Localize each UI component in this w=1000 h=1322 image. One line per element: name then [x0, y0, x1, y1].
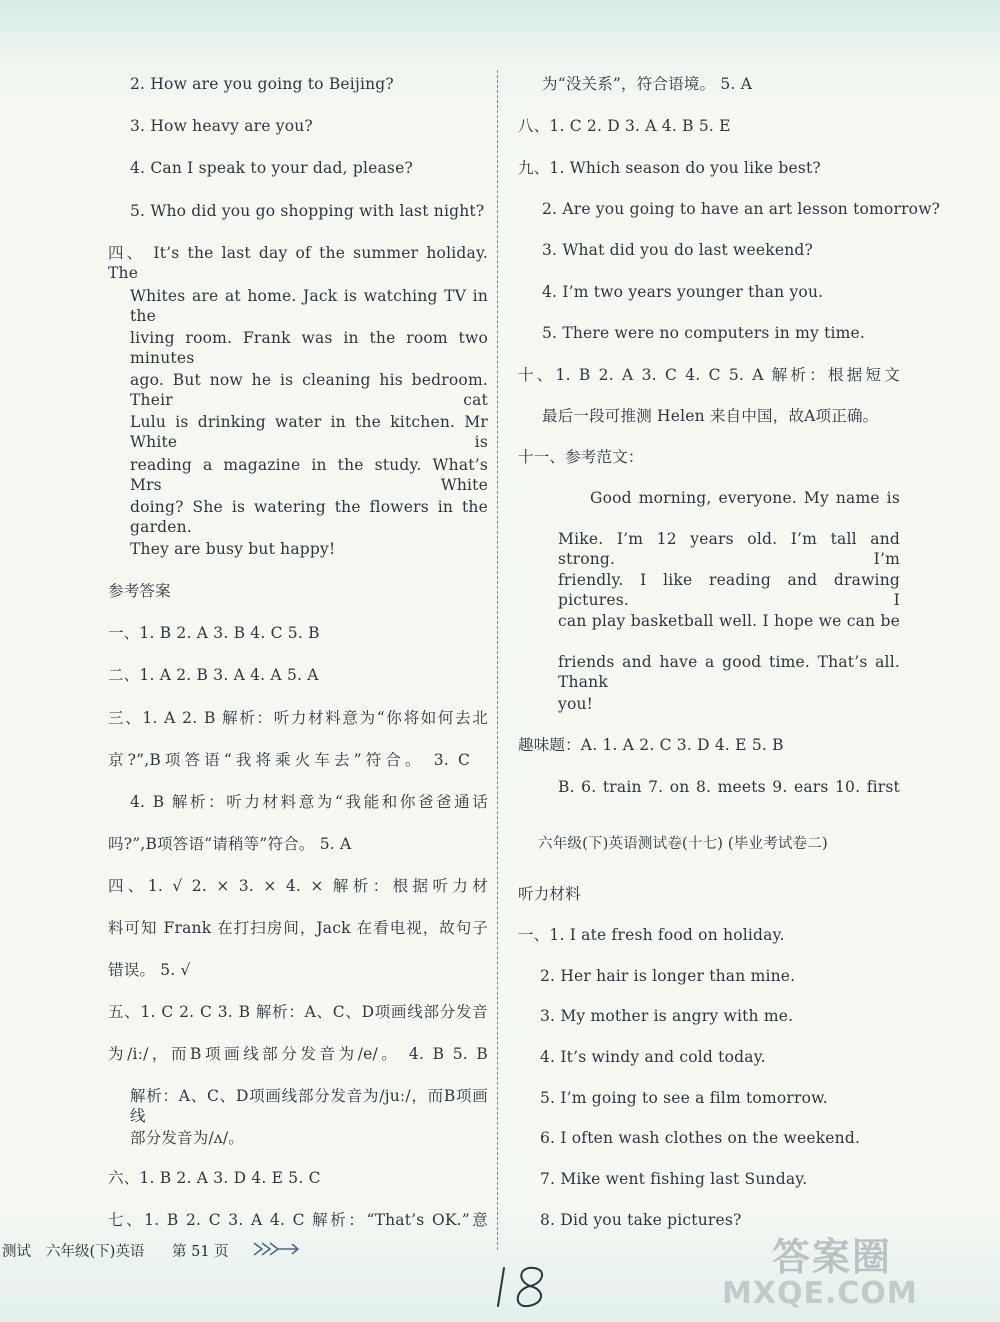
script-line-4: 4. It’s windy and cold today. [540, 1048, 766, 1066]
answer-section-2: 二、1. A 2. B 3. A 4. A 5. A [108, 666, 319, 684]
answer-section-5-line-1: 五、1. C 2. C 3. B 解析：A、C、D项画线部分发音 [108, 1003, 488, 1021]
answer-section-1: 一、1. B 2. A 3. B 4. C 5. B [108, 624, 320, 642]
passage-line-3: living room. Frank was in the room two minutes [130, 329, 488, 367]
answer-section-9-line-4: 4. I’m two years younger than you. [542, 283, 824, 301]
listening-line-3: 3. How heavy are you? [130, 117, 313, 135]
answer-section-9-line-2: 2. Are you going to have an art lesson tomorrow? [542, 200, 941, 218]
answer-section-3-line-2: 京?”,B项答语“我将乘火车去”符合。 3. C [108, 751, 470, 769]
passage-line-6: reading a magazine in the study. What’s Mrs White [130, 456, 488, 494]
passage-line-4: ago. But now he is cleaning his bedroom. Their cat [130, 371, 488, 409]
answer-section-5-line-2: 为/iː/，而B项画线部分发音为/e/。 4. B 5. B [108, 1045, 488, 1063]
answer-section-4-line-2: 料可知 Frank 在打扫房间，Jack 在看电视，故句子 [108, 919, 488, 937]
section-title: 六年级(下)英语测试卷(十七) (毕业考试卷二) [538, 836, 828, 852]
script-line-3: 3. My mother is angry with me. [540, 1007, 794, 1025]
answer-section-7: 七、1. B 2. C 3. A 4. C 解析：“That’s OK.”意 [108, 1211, 488, 1229]
fun-questions-line-2: B. 6. train 7. on 8. meets 9. ears 10. first [558, 778, 900, 796]
answer-section-9-line-1: 九、1. Which season do you like best? [518, 159, 821, 177]
answer-section-10-line-2: 最后一段可推测 Helen 来自中国，故A项正确。 [542, 407, 879, 425]
watermark-logo-text: 答案圈 [772, 1235, 893, 1279]
passage-line-2: Whites are at home. Jack is watching TV in the [130, 287, 488, 325]
answer-section-3-line-1: 三、1. A 2. B 解析：听力材料意为“你将如何去北 [108, 709, 488, 727]
listening-material-heading: 听力材料 [518, 885, 581, 903]
answer-section-6: 六、1. B 2. A 3. D 4. E 5. C [108, 1169, 321, 1187]
script-line-2: 2. Her hair is longer than mine. [540, 967, 796, 985]
answer-section-3-line-3: 4. B 解析：听力材料意为“我能和你爸爸通话 [130, 793, 488, 811]
script-line-7: 7. Mike went fishing last Sunday. [540, 1170, 808, 1188]
essay-line-3: friendly. I like reading and drawing pictures. I [558, 571, 900, 609]
passage-line-8: They are busy but happy! [130, 540, 336, 558]
answer-section-7-cont: 为“没关系”，符合语境。 5. A [542, 75, 753, 93]
answer-section-4-line-3: 错误。 5. √ [108, 961, 191, 979]
arrow-icon [252, 1239, 300, 1259]
passage-line-5: Lulu is drinking water in the kitchen. Mr White is [130, 413, 488, 451]
essay-line-5: friends and have a good time. That’s all. Thank [558, 653, 900, 691]
listening-line-2: 2. How are you going to Beijing? [130, 75, 394, 93]
answer-section-8: 八、1. C 2. D 3. A 4. B 5. E [518, 117, 731, 135]
essay-line-4: can play basketball well. I hope we can be [558, 612, 900, 630]
essay-line-6: you! [558, 695, 594, 713]
essay-line-2: Mike. I’m 12 years old. I’m tall and strong. I’m [558, 530, 900, 568]
essay-line-1: Good morning, everyone. My name is [590, 489, 900, 507]
answer-section-9-line-5: 5. There were no computers in my time. [542, 324, 866, 342]
answer-section-10-line-1: 十、1. B 2. A 3. C 4. C 5. A 解析：根据短文 [518, 366, 900, 384]
passage-line-7: doing? She is watering the flowers in the garden. [130, 498, 488, 536]
watermark-url: MXQE.COM [722, 1276, 918, 1311]
answer-section-9-line-3: 3. What did you do last weekend? [542, 241, 814, 259]
column-divider [497, 70, 498, 1250]
answer-section-4-line-1: 四、1. √ 2. × 3. × 4. × 解析：根据听力材 [108, 877, 488, 895]
listening-line-4: 4. Can I speak to your dad, please? [130, 159, 413, 177]
site-watermark [722, 1226, 992, 1316]
script-line-8: 8. Did you take pictures? [540, 1211, 742, 1229]
passage-line-1: 四、 It’s the last day of the summer holiday. The [108, 244, 488, 282]
footer-page-number: 第 51 页 [172, 1244, 229, 1260]
footer-grade-subject: 六年级(下)英语 [46, 1244, 145, 1260]
reference-answers-heading: 参考答案 [108, 582, 171, 600]
fun-questions-line-1: 趣味题：A. 1. A 2. C 3. D 4. E 5. B [518, 736, 784, 754]
listening-line-5: 5. Who did you go shopping with last night? [130, 202, 485, 220]
answer-section-5-line-4: 部分发音为/ʌ/。 [130, 1129, 245, 1147]
answer-section-5-line-3: 解析：A、C、D项画线部分发音为/juː/，而B项画线 [130, 1087, 488, 1125]
footer-left-text: 测试 [2, 1244, 31, 1260]
handwritten-number [490, 1262, 570, 1312]
script-line-6: 6. I often wash clothes on the weekend. [540, 1129, 861, 1147]
script-line-5: 5. I’m going to see a film tomorrow. [540, 1089, 828, 1107]
answer-section-11-heading: 十一、参考范文： [518, 448, 644, 466]
answer-section-3-line-4: 吗?”,B项答语“请稍等”符合。 5. A [108, 835, 352, 853]
script-line-1: 一、1. I ate fresh food on holiday. [518, 926, 785, 944]
